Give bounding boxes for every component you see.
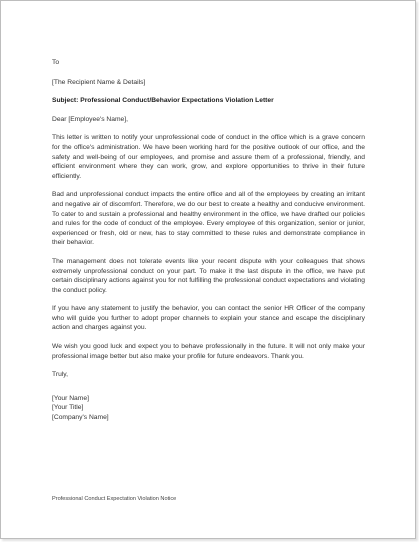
subject-line: Subject: Professional Conduct/Behavior Expectations Violation Letter bbox=[52, 97, 274, 105]
page-footer: Professional Conduct Expectation Violation Notice bbox=[52, 496, 177, 502]
paragraph-closing-wish: We wish you good luck and expect you to behave professionally in the future. It will not only make your professional image better but also make your profile for future endeavors. Thank you. bbox=[52, 343, 365, 360]
paragraph-hr-contact: If you have any statement to justify the behavior, you can contact the senior HR Officer of the company who will guide you further to adopt proper channels to explain your stance and escape the disciplinary action and charges against you. bbox=[52, 305, 365, 332]
to-line: To bbox=[52, 59, 60, 66]
signature-title: [Your Title] bbox=[52, 404, 84, 412]
recipient-details: [The Recipient Name & Details] bbox=[52, 78, 146, 86]
signature-company: [Company's Name] bbox=[52, 414, 109, 422]
letter-body bbox=[52, 58, 365, 423]
closing: Truly, bbox=[52, 371, 68, 379]
paragraph-notification: This letter is written to notify your unprofessional code of conduct in the office which is a grave concern for the office's administration. We have been working hard for the positive outlook of our office, and the safety and well-being of our employees, and promise and assure them of a professional, friendly, and efficient environment where they can work, grow, and explore opportunities to thrive in their future efficiently. bbox=[52, 134, 365, 180]
paragraph-disciplinary-action: The management does not tolerate events like your recent dispute with your colleagues that shows extremely unprofessional conduct on your part. To make it the last dispute in the office, we have put certain disciplinary actions against you for not fulfilling the professional conduct expectations and violating the conduct policy. bbox=[52, 257, 365, 294]
signature-name: [Your Name] bbox=[52, 394, 89, 402]
salutation: Dear [Employee's Name], bbox=[52, 115, 128, 123]
paragraph-impact: Bad and unprofessional conduct impacts the entire office and all of the employees by creating an irritant and negative air of discomfort. Therefore, we do our best to create a healthy and conducive environment. To cater to and sustain a professional and healthy environment in the office, we have drafted our policies and rules for the code of conduct of the employee. Every employee of this organization, senior or junior, experienced or fresh, old or new, has to stay committed to these rules and demonstrate compliance in their behavior. bbox=[52, 191, 365, 247]
